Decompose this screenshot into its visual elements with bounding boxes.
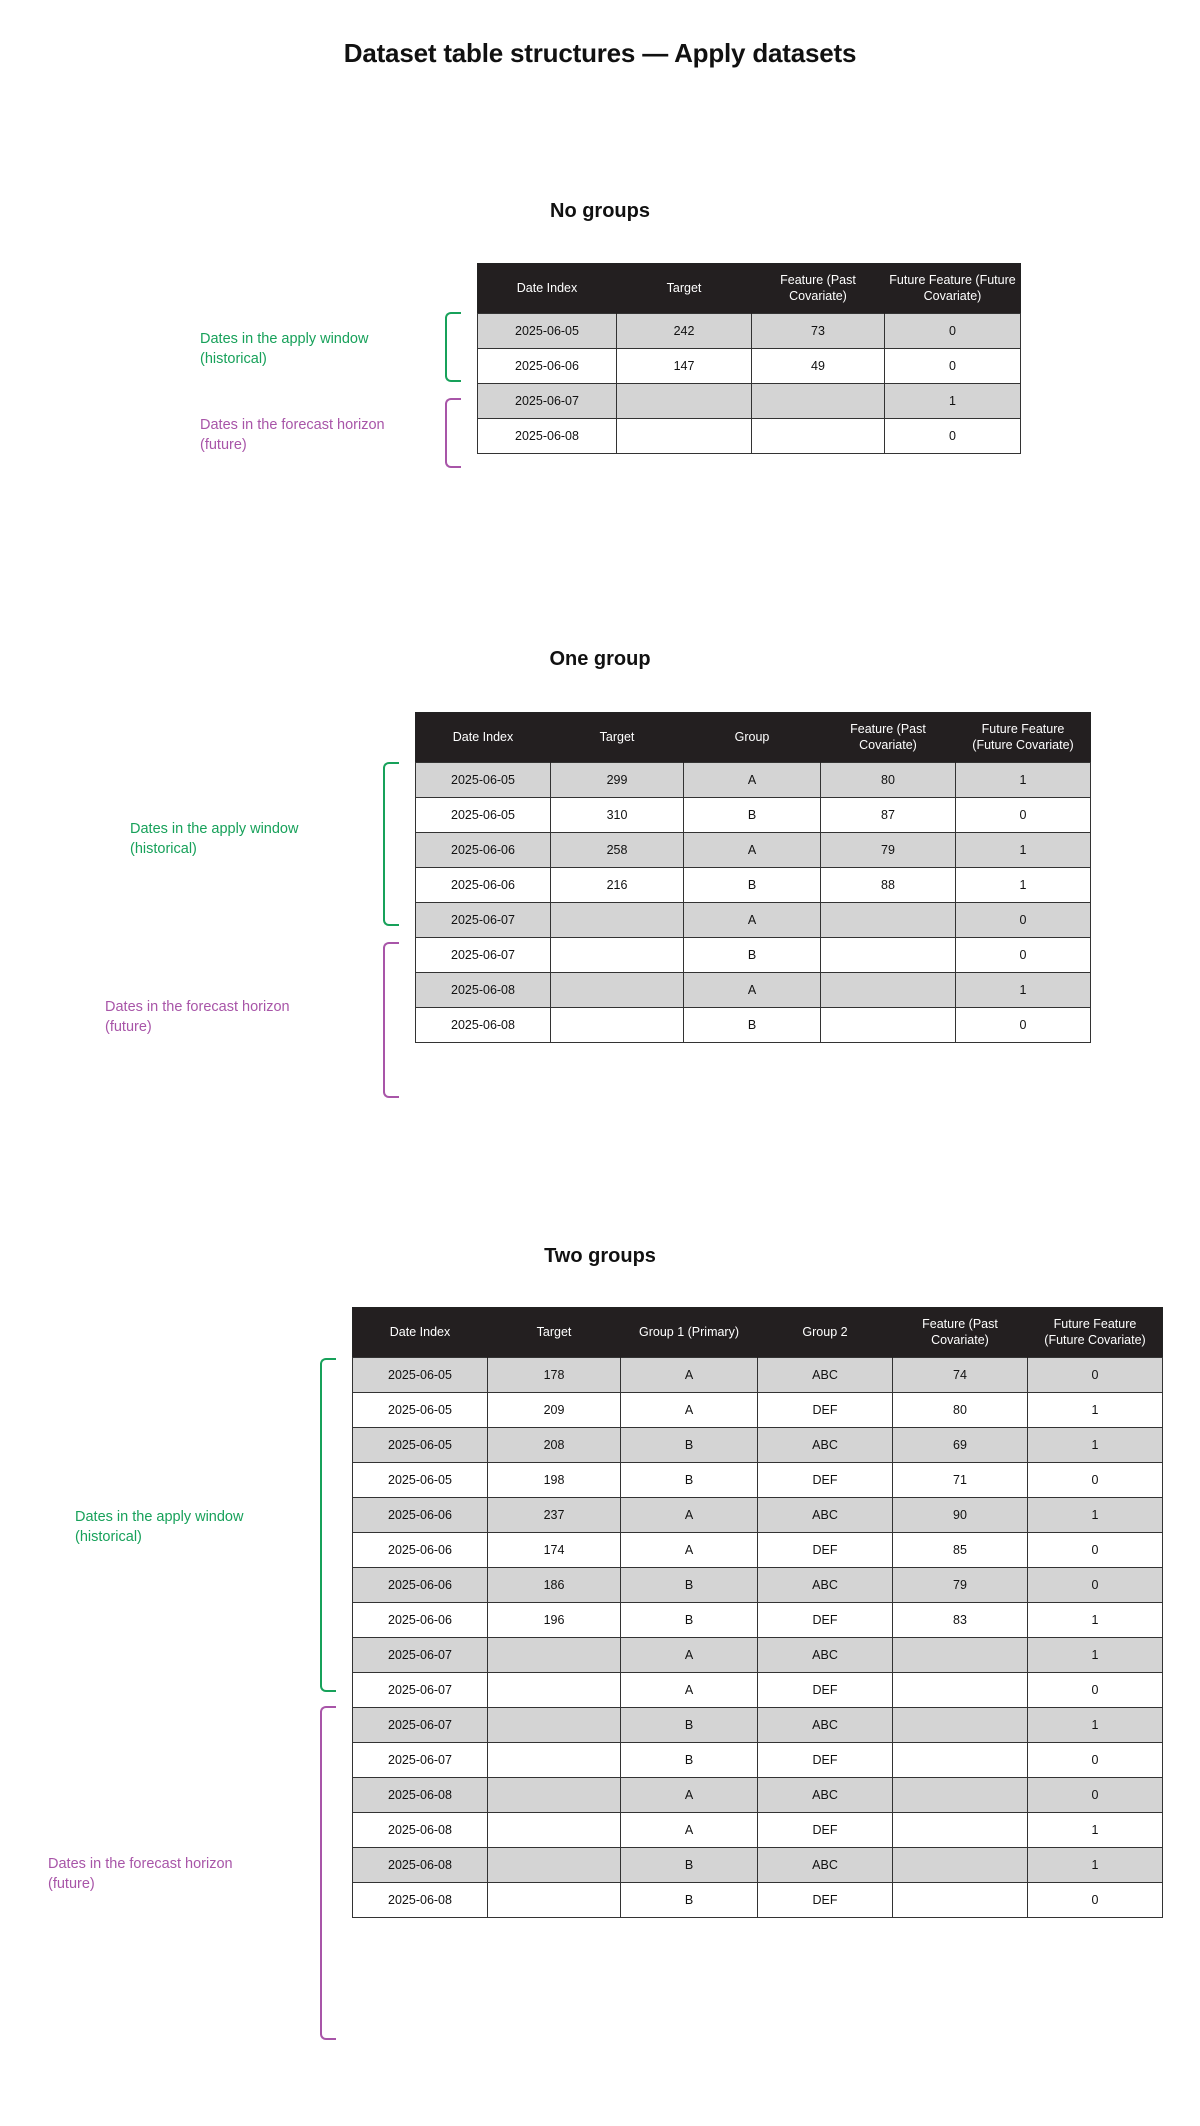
cell-future-feature: 0 — [885, 349, 1021, 384]
cell-group-1: A — [621, 1638, 758, 1673]
cell-group-2: ABC — [758, 1778, 893, 1813]
dataset-table-one-group — [415, 712, 1091, 1043]
cell-target: 186 — [488, 1568, 621, 1603]
annotation-historical-two-groups — [75, 1508, 315, 1547]
cell-feature-past — [821, 938, 956, 973]
cell-group-1: B — [621, 1463, 758, 1498]
section-title-two-groups: Two groups — [544, 1245, 656, 1267]
column-header-future-feature: Future Feature (Future Covariate) — [956, 713, 1091, 763]
cell-future-feature: 1 — [885, 384, 1021, 419]
cell-target — [488, 1743, 621, 1778]
cell-date-index: 2025-06-07 — [353, 1673, 488, 1708]
cell-future-feature: 1 — [1028, 1393, 1163, 1428]
cell-future-feature: 0 — [1028, 1673, 1163, 1708]
table-two-groups — [352, 1307, 1163, 1918]
column-header-group-2: Group 2 — [758, 1308, 893, 1358]
cell-feature-past: 85 — [893, 1533, 1028, 1568]
table-row — [416, 763, 1091, 798]
cell-target — [488, 1778, 621, 1813]
table-row — [353, 1708, 1163, 1743]
cell-future-feature: 0 — [885, 419, 1021, 454]
table-row — [416, 1008, 1091, 1043]
cell-group-1: A — [621, 1498, 758, 1533]
cell-target: 174 — [488, 1533, 621, 1568]
table-row — [416, 798, 1091, 833]
column-header-future-feature: Future Feature (Future Covariate) — [1028, 1308, 1163, 1358]
cell-date-index: 2025-06-08 — [353, 1883, 488, 1918]
cell-feature-past: 88 — [821, 868, 956, 903]
table-row — [353, 1533, 1163, 1568]
annotation-historical-line1: Dates in the apply window — [130, 821, 299, 837]
cell-feature-past — [752, 384, 885, 419]
cell-date-index: 2025-06-08 — [353, 1778, 488, 1813]
dataset-table-two-groups — [352, 1307, 1163, 1918]
cell-target — [617, 384, 752, 419]
cell-group-2: DEF — [758, 1813, 893, 1848]
column-header-target: Target — [488, 1308, 621, 1358]
cell-feature-past: 69 — [893, 1428, 1028, 1463]
section-no-groups — [0, 200, 1200, 223]
cell-target — [488, 1883, 621, 1918]
cell-future-feature: 1 — [956, 763, 1091, 798]
cell-group-2: DEF — [758, 1603, 893, 1638]
cell-feature-past: 71 — [893, 1463, 1028, 1498]
cell-target: 209 — [488, 1393, 621, 1428]
cell-future-feature: 1 — [1028, 1498, 1163, 1533]
table-row — [416, 833, 1091, 868]
cell-feature-past — [821, 1008, 956, 1043]
table-row — [353, 1778, 1163, 1813]
table-row — [416, 973, 1091, 1008]
cell-date-index: 2025-06-05 — [353, 1358, 488, 1393]
cell-group-2: ABC — [758, 1498, 893, 1533]
column-header-feature-past: Feature (Past Covariate) — [893, 1308, 1028, 1358]
annotation-future-line2: (future) — [200, 436, 247, 453]
cell-group: A — [684, 763, 821, 798]
cell-future-feature: 0 — [956, 798, 1091, 833]
section-title-one-group: One group — [549, 648, 651, 670]
cell-group-1: B — [621, 1708, 758, 1743]
cell-future-feature: 0 — [956, 1008, 1091, 1043]
cell-future-feature: 0 — [1028, 1743, 1163, 1778]
cell-date-index: 2025-06-08 — [353, 1848, 488, 1883]
cell-future-feature: 0 — [1028, 1778, 1163, 1813]
cell-feature-past — [893, 1673, 1028, 1708]
cell-future-feature: 0 — [1028, 1463, 1163, 1498]
annotation-historical-line2: (historical) — [130, 840, 197, 857]
cell-target: 198 — [488, 1463, 621, 1498]
cell-date-index: 2025-06-07 — [353, 1708, 488, 1743]
annotation-future-no-groups — [200, 416, 440, 455]
column-header-date-index: Date Index — [353, 1308, 488, 1358]
cell-target: 208 — [488, 1428, 621, 1463]
table-row — [416, 938, 1091, 973]
cell-group-1: B — [621, 1848, 758, 1883]
cell-date-index: 2025-06-06 — [353, 1603, 488, 1638]
cell-date-index: 2025-06-05 — [353, 1463, 488, 1498]
cell-date-index: 2025-06-06 — [478, 349, 617, 384]
cell-group-1: B — [621, 1743, 758, 1778]
table-row — [353, 1393, 1163, 1428]
annotation-historical-line1: Dates in the apply window — [200, 331, 369, 347]
cell-group: B — [684, 868, 821, 903]
table-row — [353, 1848, 1163, 1883]
column-header-group-1: Group 1 (Primary) — [621, 1308, 758, 1358]
table-header-row — [478, 264, 1021, 314]
cell-feature-past — [821, 973, 956, 1008]
cell-target: 242 — [617, 314, 752, 349]
table-row — [416, 903, 1091, 938]
cell-feature-past — [893, 1813, 1028, 1848]
table-row — [353, 1603, 1163, 1638]
cell-future-feature: 1 — [1028, 1603, 1163, 1638]
table-header-row — [416, 713, 1091, 763]
cell-feature-past: 87 — [821, 798, 956, 833]
cell-group-2: DEF — [758, 1743, 893, 1778]
annotation-historical-no-groups — [200, 330, 440, 369]
cell-future-feature: 1 — [956, 868, 1091, 903]
column-header-target: Target — [617, 264, 752, 314]
annotation-future-line2: (future) — [105, 1018, 152, 1035]
cell-target — [488, 1708, 621, 1743]
annotation-historical-line2: (historical) — [75, 1528, 142, 1545]
cell-date-index: 2025-06-08 — [478, 419, 617, 454]
table-row — [353, 1568, 1163, 1603]
cell-date-index: 2025-06-08 — [416, 973, 551, 1008]
cell-feature-past — [821, 903, 956, 938]
cell-target — [551, 1008, 684, 1043]
table-no-groups — [477, 263, 1021, 454]
cell-group-1: A — [621, 1673, 758, 1708]
cell-date-index: 2025-06-08 — [353, 1813, 488, 1848]
bracket-historical-two-groups — [320, 1358, 336, 1692]
cell-group: B — [684, 938, 821, 973]
cell-target: 237 — [488, 1498, 621, 1533]
cell-feature-past — [893, 1638, 1028, 1673]
cell-group: A — [684, 833, 821, 868]
cell-target: 178 — [488, 1358, 621, 1393]
table-row — [416, 868, 1091, 903]
cell-date-index: 2025-06-07 — [478, 384, 617, 419]
column-header-group: Group — [684, 713, 821, 763]
cell-group-1: B — [621, 1603, 758, 1638]
dataset-table-no-groups — [477, 263, 1021, 454]
cell-target: 216 — [551, 868, 684, 903]
cell-feature-past — [893, 1743, 1028, 1778]
cell-group-2: DEF — [758, 1393, 893, 1428]
annotation-historical-line2: (historical) — [200, 350, 267, 367]
page-title: Dataset table structures — Apply datasets — [343, 38, 857, 68]
cell-feature-past: 79 — [893, 1568, 1028, 1603]
cell-future-feature: 1 — [1028, 1708, 1163, 1743]
table-row — [478, 349, 1021, 384]
cell-future-feature: 1 — [1028, 1428, 1163, 1463]
cell-group: B — [684, 1008, 821, 1043]
cell-target — [488, 1638, 621, 1673]
section-one-group — [0, 648, 1200, 671]
cell-date-index: 2025-06-05 — [353, 1428, 488, 1463]
cell-feature-past — [893, 1778, 1028, 1813]
bracket-future-one-group — [383, 942, 399, 1098]
cell-feature-past: 83 — [893, 1603, 1028, 1638]
cell-target — [488, 1673, 621, 1708]
cell-group-1: A — [621, 1393, 758, 1428]
cell-target: 196 — [488, 1603, 621, 1638]
cell-feature-past: 74 — [893, 1358, 1028, 1393]
cell-target — [551, 973, 684, 1008]
cell-group-1: A — [621, 1533, 758, 1568]
cell-feature-past — [752, 419, 885, 454]
cell-feature-past: 73 — [752, 314, 885, 349]
column-header-feature-past: Feature (Past Covariate) — [821, 713, 956, 763]
cell-date-index: 2025-06-07 — [353, 1743, 488, 1778]
cell-group-1: A — [621, 1778, 758, 1813]
cell-target — [617, 419, 752, 454]
annotation-future-line1: Dates in the forecast horizon — [105, 999, 290, 1015]
table-row — [353, 1883, 1163, 1918]
annotation-future-line2: (future) — [48, 1875, 95, 1892]
table-one-group — [415, 712, 1091, 1043]
cell-future-feature: 0 — [956, 903, 1091, 938]
cell-date-index: 2025-06-06 — [353, 1498, 488, 1533]
cell-date-index: 2025-06-07 — [416, 903, 551, 938]
annotation-historical-line1: Dates in the apply window — [75, 1509, 244, 1525]
cell-target: 299 — [551, 763, 684, 798]
table-header-row — [353, 1308, 1163, 1358]
column-header-date-index: Date Index — [478, 264, 617, 314]
cell-date-index: 2025-06-05 — [416, 763, 551, 798]
section-title-no-groups: No groups — [550, 200, 650, 222]
cell-group: A — [684, 973, 821, 1008]
cell-future-feature: 1 — [1028, 1638, 1163, 1673]
cell-future-feature: 1 — [956, 973, 1091, 1008]
cell-target: 258 — [551, 833, 684, 868]
cell-group-1: B — [621, 1568, 758, 1603]
cell-group-1: A — [621, 1358, 758, 1393]
cell-target — [551, 938, 684, 973]
cell-group-2: DEF — [758, 1533, 893, 1568]
cell-date-index: 2025-06-07 — [416, 938, 551, 973]
table-row — [353, 1358, 1163, 1393]
cell-future-feature: 1 — [956, 833, 1091, 868]
cell-future-feature: 0 — [1028, 1568, 1163, 1603]
cell-group-2: ABC — [758, 1638, 893, 1673]
cell-date-index: 2025-06-07 — [353, 1638, 488, 1673]
cell-date-index: 2025-06-05 — [353, 1393, 488, 1428]
cell-group-2: DEF — [758, 1883, 893, 1918]
column-header-feature-past: Feature (Past Covariate) — [752, 264, 885, 314]
annotation-future-line1: Dates in the forecast horizon — [200, 417, 385, 433]
bracket-future-no-groups — [445, 398, 461, 468]
cell-future-feature: 1 — [1028, 1813, 1163, 1848]
cell-future-feature: 0 — [956, 938, 1091, 973]
cell-group-1: B — [621, 1428, 758, 1463]
table-row — [478, 419, 1021, 454]
section-two-groups — [0, 1245, 1200, 1268]
cell-date-index: 2025-06-05 — [478, 314, 617, 349]
table-row — [353, 1638, 1163, 1673]
cell-target — [488, 1813, 621, 1848]
cell-future-feature: 0 — [885, 314, 1021, 349]
cell-future-feature: 0 — [1028, 1883, 1163, 1918]
column-header-future-feature: Future Feature (Future Covariate) — [885, 264, 1021, 314]
cell-target: 147 — [617, 349, 752, 384]
column-header-target: Target — [551, 713, 684, 763]
cell-feature-past: 80 — [893, 1393, 1028, 1428]
cell-future-feature: 0 — [1028, 1533, 1163, 1568]
bracket-future-two-groups — [320, 1706, 336, 2040]
cell-feature-past: 80 — [821, 763, 956, 798]
bracket-historical-no-groups — [445, 312, 461, 382]
cell-target — [488, 1848, 621, 1883]
cell-date-index: 2025-06-06 — [353, 1568, 488, 1603]
table-row — [353, 1498, 1163, 1533]
cell-group-2: ABC — [758, 1848, 893, 1883]
annotation-future-two-groups — [48, 1855, 316, 1894]
cell-future-feature: 0 — [1028, 1358, 1163, 1393]
annotation-historical-one-group — [130, 820, 380, 859]
cell-group-2: DEF — [758, 1463, 893, 1498]
cell-group-2: DEF — [758, 1673, 893, 1708]
cell-group-1: B — [621, 1883, 758, 1918]
column-header-date-index: Date Index — [416, 713, 551, 763]
cell-group-2: ABC — [758, 1358, 893, 1393]
cell-target: 310 — [551, 798, 684, 833]
cell-date-index: 2025-06-08 — [416, 1008, 551, 1043]
table-row — [353, 1463, 1163, 1498]
cell-feature-past: 49 — [752, 349, 885, 384]
cell-date-index: 2025-06-06 — [416, 868, 551, 903]
cell-feature-past — [893, 1848, 1028, 1883]
annotation-future-line1: Dates in the forecast horizon — [48, 1856, 233, 1872]
cell-feature-past: 79 — [821, 833, 956, 868]
bracket-historical-one-group — [383, 762, 399, 926]
cell-target — [551, 903, 684, 938]
cell-future-feature: 1 — [1028, 1848, 1163, 1883]
cell-group-2: ABC — [758, 1568, 893, 1603]
cell-feature-past: 90 — [893, 1498, 1028, 1533]
cell-group: A — [684, 903, 821, 938]
cell-group-1: A — [621, 1813, 758, 1848]
annotation-future-one-group — [105, 998, 380, 1037]
cell-group-2: ABC — [758, 1708, 893, 1743]
table-row — [353, 1743, 1163, 1778]
cell-date-index: 2025-06-06 — [353, 1533, 488, 1568]
cell-date-index: 2025-06-06 — [416, 833, 551, 868]
table-row — [353, 1428, 1163, 1463]
table-row — [353, 1813, 1163, 1848]
table-row — [478, 384, 1021, 419]
cell-date-index: 2025-06-05 — [416, 798, 551, 833]
cell-feature-past — [893, 1708, 1028, 1743]
cell-feature-past — [893, 1883, 1028, 1918]
cell-group: B — [684, 798, 821, 833]
table-row — [478, 314, 1021, 349]
table-row — [353, 1673, 1163, 1708]
cell-group-2: ABC — [758, 1428, 893, 1463]
